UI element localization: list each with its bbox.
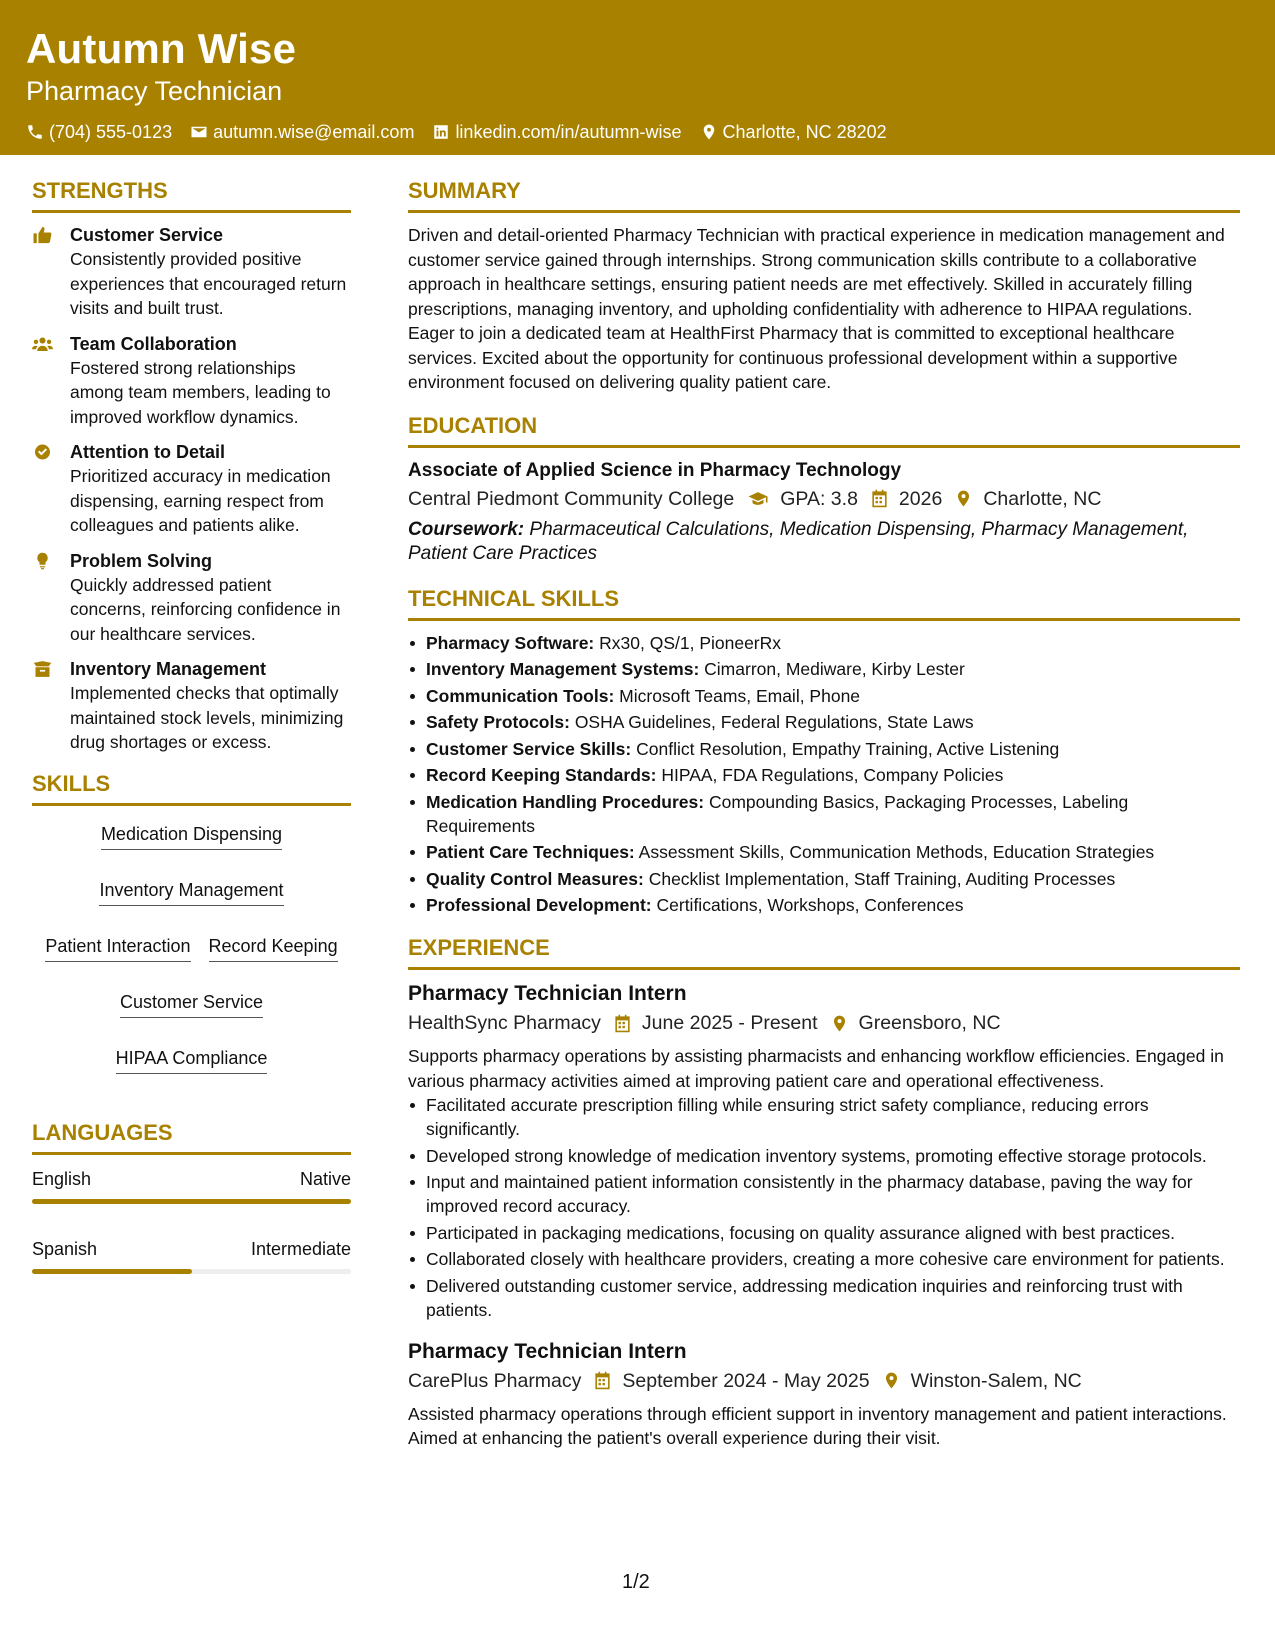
tech-skill-value: HIPAA, FDA Regulations, Company Policies <box>661 765 1004 785</box>
experience-heading: EXPERIENCE <box>408 933 1240 970</box>
candidate-name: Autumn Wise <box>26 25 297 72</box>
strength-item <box>32 657 351 755</box>
tech-skill-label: Professional Development: <box>426 895 652 915</box>
strength-item <box>32 440 351 538</box>
header <box>0 0 1275 155</box>
strength-desc: Fostered strong relationships among team members, leading to improved workflow dynamics. <box>70 357 331 427</box>
education-gpa: GPA: 3.8 <box>780 487 858 510</box>
language-level: Native <box>299 1168 351 1189</box>
contact-phone[interactable] <box>26 121 172 143</box>
job-entry <box>408 980 1240 1322</box>
languages-list <box>32 1167 351 1274</box>
list-item: Input and maintained patient information consistently in the pharmacy database, paving the way for improved record accuracy. <box>408 1170 1240 1218</box>
right-column <box>408 176 1240 1451</box>
list-item <box>408 867 1240 891</box>
strengths-heading: STRENGTHS <box>32 176 351 213</box>
strength-title: Team Collaboration <box>70 333 237 354</box>
job-title: Pharmacy Technician Intern <box>408 982 687 1005</box>
summary-text: Driven and detail-oriented Pharmacy Technician with practical experience in medication management and customer service gained through internships. Strong communication skills contribute to a collaborative approach in healthcare settings, ensuring patient needs are met effectively. Skilled in accurately filling prescriptions, managing inventory, and upholding confidentiality with adherence to HIPAA regulations. Eager to join a dedicated team at HealthFirst Pharmacy that is committed to exceptional healthcare services. Excited about the opportunity for continuous professional development within a supportive environment focused on delivering quality patient care. <box>408 225 1225 392</box>
list-item: Participated in packaging medications, focusing on quality assurance aligned with best practices. <box>408 1221 1240 1245</box>
map-pin-icon <box>830 1014 849 1033</box>
language-name: English <box>32 1168 92 1189</box>
tech-skill-label: Customer Service Skills: <box>426 738 632 759</box>
list-item <box>408 840 1240 864</box>
language-bar-fill <box>32 1199 351 1204</box>
summary-heading: SUMMARY <box>408 176 1240 213</box>
skills-heading: SKILLS <box>32 769 351 806</box>
skill-chip: Customer Service <box>120 990 263 1018</box>
job-bullets <box>408 1093 1240 1322</box>
job-dates: September 2024 - May 2025 <box>622 1369 870 1392</box>
strength-item <box>32 332 351 430</box>
calendar-icon <box>613 1014 632 1033</box>
list-item <box>408 790 1240 838</box>
strength-title: Inventory Management <box>70 659 267 679</box>
tech-skill-value: Certifications, Workshops, Conferences <box>656 895 964 915</box>
list-item: Delivered outstanding customer service, addressing medication inquiries and reinforcing trust with patients. <box>408 1274 1240 1322</box>
tech-skill-value: Rx30, QS/1, PioneerRx <box>599 632 782 653</box>
job-description: Supports pharmacy operations by assisting pharmacists and enhancing workflow efficiencies. Engaged in various pharmacy activities aimed at improving patient care and operational effectiveness. <box>408 1046 1224 1091</box>
education-meta <box>408 484 1240 514</box>
tech-skill-label: Quality Control Measures: <box>426 868 644 889</box>
tech-skill-value: Microsoft Teams, Email, Phone <box>619 685 861 706</box>
strength-desc: Consistently provided positive experiences that encouraged return visits and built trust. <box>70 249 347 318</box>
page-number: 1/2 <box>622 1571 650 1593</box>
tech-skill-label: Safety Protocols: <box>426 712 570 732</box>
thumbs-up-icon <box>32 226 53 244</box>
language-bar <box>32 1199 351 1204</box>
job-description: Assisted pharmacy operations through efficient support in inventory management and patient interactions. Aimed at enhancing the patient's overall experience during their visit. <box>408 1403 1227 1448</box>
skill-chip: HIPAA Compliance <box>116 1046 268 1074</box>
contact-bar <box>26 121 1249 143</box>
tech-skill-label: Patient Care Techniques: <box>426 842 635 862</box>
strength-title: Customer Service <box>70 225 224 245</box>
skill-chip: Record Keeping <box>209 934 338 962</box>
tech-skill-label: Pharmacy Software: <box>426 632 595 653</box>
calendar-icon <box>870 489 889 508</box>
list-item: Developed strong knowledge of medication inventory systems, promoting effective storage protocols. <box>408 1144 1240 1168</box>
coursework-text: Pharmaceutical Calculations, Medication Dispensing, Pharmacy Management, Patient Care Practices <box>408 518 1189 564</box>
graduation-cap-icon <box>746 489 770 508</box>
tech-skill-value: OSHA Guidelines, Federal Regulations, State Laws <box>574 712 974 732</box>
language-item <box>32 1167 351 1204</box>
phone-icon <box>26 123 44 141</box>
list-item: Collaborated closely with healthcare providers, creating a more cohesive care environment for patients. <box>408 1247 1240 1271</box>
education-coursework <box>408 518 1240 566</box>
tech-skill-value: Assessment Skills, Communication Methods, Education Strategies <box>638 842 1155 862</box>
list-item <box>408 763 1240 787</box>
job-company: CarePlus Pharmacy <box>408 1369 582 1392</box>
strength-item <box>32 223 351 321</box>
tech-skill-label: Communication Tools: <box>426 685 615 706</box>
job-dates: June 2025 - Present <box>641 1012 818 1034</box>
list-item <box>408 684 1240 708</box>
language-level: Intermediate <box>250 1238 351 1259</box>
education-heading: EDUCATION <box>408 411 1240 448</box>
strength-desc: Quickly addressed patient concerns, reinforcing confidence in our healthcare services. <box>70 574 341 644</box>
skills-list <box>32 816 351 1074</box>
map-pin-icon <box>882 1371 901 1390</box>
map-pin-icon <box>954 489 973 508</box>
language-item <box>32 1237 351 1274</box>
email-text: autumn.wise@email.com <box>213 122 415 142</box>
tech-skill-label: Record Keeping Standards: <box>426 765 657 785</box>
map-pin-icon <box>700 123 718 141</box>
education-school: Central Piedmont Community College <box>408 487 735 510</box>
technical-skills-heading: TECHNICAL SKILLS <box>408 584 1240 621</box>
tech-skill-value: Compounding Basics, Packaging Processes, Labeling Requirements <box>426 791 1129 836</box>
box-icon <box>32 660 53 678</box>
job-title: Pharmacy Technician Intern <box>408 1339 687 1363</box>
list-item <box>408 657 1240 681</box>
list-item <box>408 737 1240 761</box>
list-item <box>408 710 1240 734</box>
tech-skill-value: Conflict Resolution, Empathy Training, Active Listening <box>636 738 1060 759</box>
language-bar-fill <box>32 1269 192 1274</box>
skill-chip: Medication Dispensing <box>101 822 282 850</box>
strength-item <box>32 549 351 647</box>
job-entry <box>408 1338 1240 1451</box>
coursework-label: Coursework: <box>408 518 525 540</box>
calendar-icon <box>593 1371 612 1390</box>
tech-skill-value: Cimarron, Mediware, Kirby Lester <box>704 659 965 679</box>
job-meta <box>408 1008 1240 1038</box>
candidate-role: Pharmacy Technician <box>26 76 283 106</box>
lightbulb-icon <box>32 552 53 570</box>
job-location: Greensboro, NC <box>858 1012 1001 1034</box>
strength-title: Attention to Detail <box>70 442 225 462</box>
users-icon <box>32 335 53 353</box>
tech-skill-label: Medication Handling Procedures: <box>426 791 705 812</box>
education-location: Charlotte, NC <box>983 487 1102 510</box>
check-circle-icon <box>32 443 53 461</box>
contact-location <box>700 121 887 143</box>
tech-skill-value: Checklist Implementation, Staff Training, Auditing Processes <box>648 868 1116 889</box>
left-column <box>32 176 351 1307</box>
envelope-icon <box>190 123 208 141</box>
skill-chip: Inventory Management <box>99 878 283 906</box>
job-location: Winston-Salem, NC <box>910 1369 1082 1392</box>
strength-desc: Prioritized accuracy in medication dispensing, earning respect from colleagues and patients alike. <box>70 466 331 535</box>
education-degree: Associate of Applied Science in Pharmacy Technology <box>408 459 902 481</box>
strength-desc: Implemented checks that optimally maintained stock levels, minimizing drug shortages or excess. <box>70 683 344 752</box>
list-item <box>408 631 1240 655</box>
language-bar <box>32 1269 351 1274</box>
languages-heading: LANGUAGES <box>32 1118 351 1155</box>
linkedin-text: linkedin.com/in/autumn-wise <box>455 122 682 142</box>
contact-email[interactable] <box>190 121 414 143</box>
technical-skills-list <box>408 631 1240 918</box>
list-item <box>408 893 1240 917</box>
skill-chip: Patient Interaction <box>45 934 190 962</box>
list-item: Facilitated accurate prescription filling while ensuring strict safety compliance, reducing errors significantly. <box>408 1093 1240 1141</box>
contact-linkedin[interactable] <box>432 121 681 143</box>
job-company: HealthSync Pharmacy <box>408 1012 601 1034</box>
location-text: Charlotte, NC 28202 <box>722 122 887 142</box>
phone-text: (704) 555-0123 <box>49 122 173 142</box>
job-meta <box>408 1366 1240 1396</box>
strength-title: Problem Solving <box>70 550 213 571</box>
education-year: 2026 <box>898 487 943 510</box>
language-name: Spanish <box>32 1238 98 1259</box>
tech-skill-label: Inventory Management Systems: <box>426 659 700 679</box>
linkedin-icon <box>432 123 450 141</box>
